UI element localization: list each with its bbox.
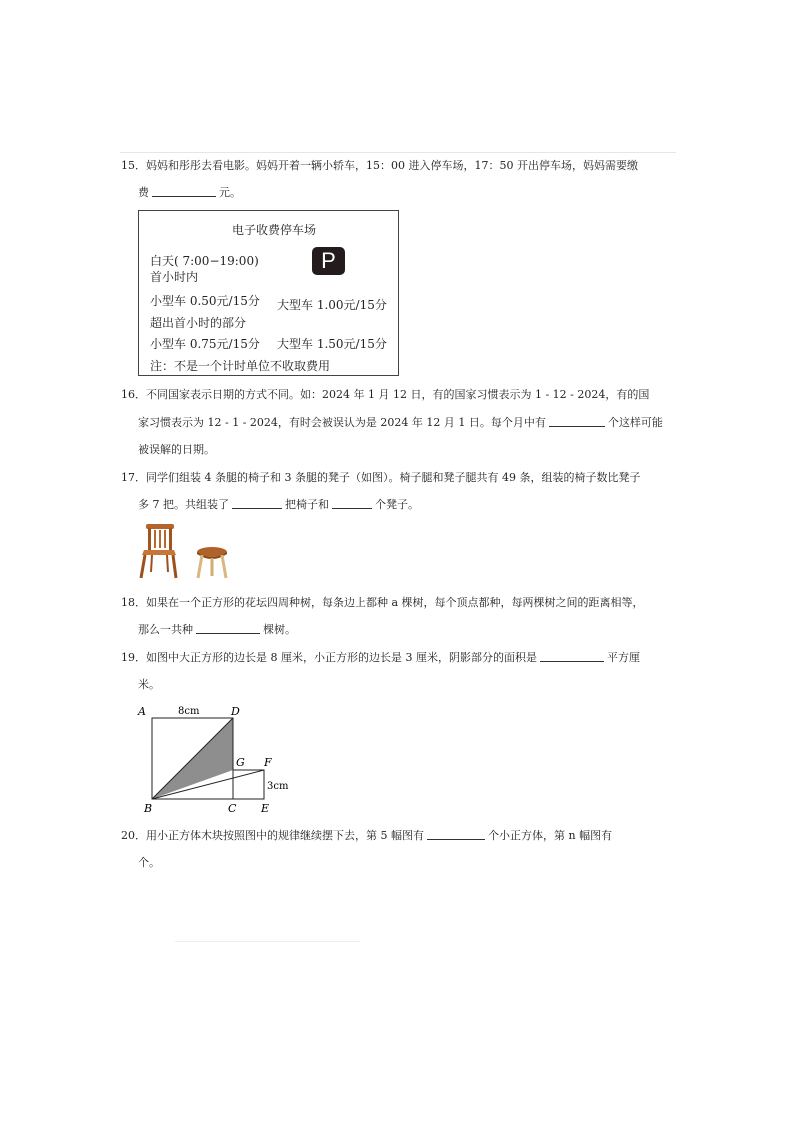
q20-line1-mid: 个小正方体，第 n 幅图有 [488, 829, 613, 842]
q20-line1-pre: 20．用小正方体木块按照图中的规律继续摆下去，第 5 幅图有 [121, 829, 424, 842]
q18-line2-post: 棵树。 [263, 623, 296, 636]
top-divider [120, 152, 676, 153]
bottom-divider [175, 941, 360, 942]
q16-line1: 16．不同国家表示日期的方式不同。如：2024 年 1 月 12 日，有的国家习惯表示为 1 - 12 - 2024，有的国 [121, 388, 650, 401]
q17-line1: 17．同学们组装 4 条腿的椅子和 3 条腿的凳子（如图）。椅子腿和凳子腿共有 49 条，组装的椅子数比凳子 [121, 471, 641, 484]
squares-geometry-figure [130, 700, 300, 818]
sign-daytime: 白天( 7:00−19:00) [150, 254, 259, 268]
q15-answer-blank[interactable] [152, 186, 216, 197]
q20-line1 [121, 829, 612, 843]
q17-line2-pre: 多 7 把。共组装了 [138, 498, 229, 511]
label-E: E [261, 802, 270, 815]
label-A: A [138, 705, 146, 718]
q16-line2-post: 个这样可能 [607, 416, 663, 429]
q19-line1 [121, 651, 640, 665]
label-C: C [228, 802, 237, 815]
chair-and-stool-figure [136, 522, 236, 582]
q17-line2 [138, 498, 419, 512]
q19-line1-pre: 19．如图中大正方形的边长是 8 厘米，小正方形的边长是 3 厘米，阴影部分的面积是 [121, 651, 537, 664]
q15-line2 [138, 186, 241, 200]
label-small-side: 3cm [267, 781, 289, 792]
q20-fifth-figure-blank[interactable] [427, 829, 485, 840]
q16-line2-pre: 家习惯表示为 12 - 1 - 2024，有时会被误认为是 2024 年 12 月 1 日。每个月中有 [138, 416, 546, 429]
q17-chair-blank[interactable] [232, 498, 282, 509]
sign-note: 注：不是一个计时单位不收取费用 [150, 359, 331, 373]
q17-stool-blank[interactable] [332, 498, 372, 509]
q18-line2-pre: 那么一共种 [138, 623, 193, 636]
q19-line2: 米。 [138, 678, 160, 691]
q17-line2-mid: 把椅子和 [285, 498, 329, 511]
parking-fee-sign [138, 210, 399, 376]
parking-icon: P [312, 247, 345, 275]
q16-answer-blank[interactable] [549, 416, 605, 427]
q18-line2 [138, 623, 296, 637]
label-G: G [236, 756, 245, 769]
sign-large-car-rate1: 大型车 1.00元/15分 [277, 298, 387, 312]
sign-small-car-rate1: 小型车 0.50元/15分 [150, 294, 260, 308]
sign-large-car-rate2: 大型车 1.50元/15分 [277, 337, 387, 351]
q18-answer-blank[interactable] [196, 623, 260, 634]
sign-first-hour: 首小时内 [150, 270, 199, 284]
q19-answer-blank[interactable] [540, 651, 604, 662]
q15-line2-post: 元。 [219, 186, 241, 199]
label-B: B [144, 802, 153, 815]
q19-line1-post: 平方厘 [606, 651, 640, 664]
label-F: F [264, 756, 272, 769]
q15-line1: 15．妈妈和彤彤去看电影。妈妈开着一辆小轿车，15：00 进入停车场，17：50 开出停车场，妈妈需要缴 [121, 159, 638, 172]
q15-line2-pre: 费 [138, 186, 149, 199]
q16-line2 [138, 416, 663, 430]
q16-line3: 被误解的日期。 [138, 443, 215, 456]
label-D: D [231, 705, 240, 718]
stool-icon [197, 547, 227, 578]
q17-line2-post: 个凳子。 [375, 498, 419, 511]
q20-line2: 个。 [138, 856, 160, 869]
sign-small-car-rate2: 小型车 0.75元/15分 [150, 337, 260, 351]
chair-icon [141, 524, 176, 578]
sign-title: 电子收费停车场 [232, 223, 317, 237]
q18-line1: 18．如果在一个正方形的花坛四周种树，每条边上都种 a 棵树，每个顶点都种，每两棵树之间的距离相等， [121, 596, 644, 609]
label-big-side: 8cm [178, 706, 200, 717]
sign-beyond-first-hour: 超出首小时的部分 [150, 316, 247, 330]
